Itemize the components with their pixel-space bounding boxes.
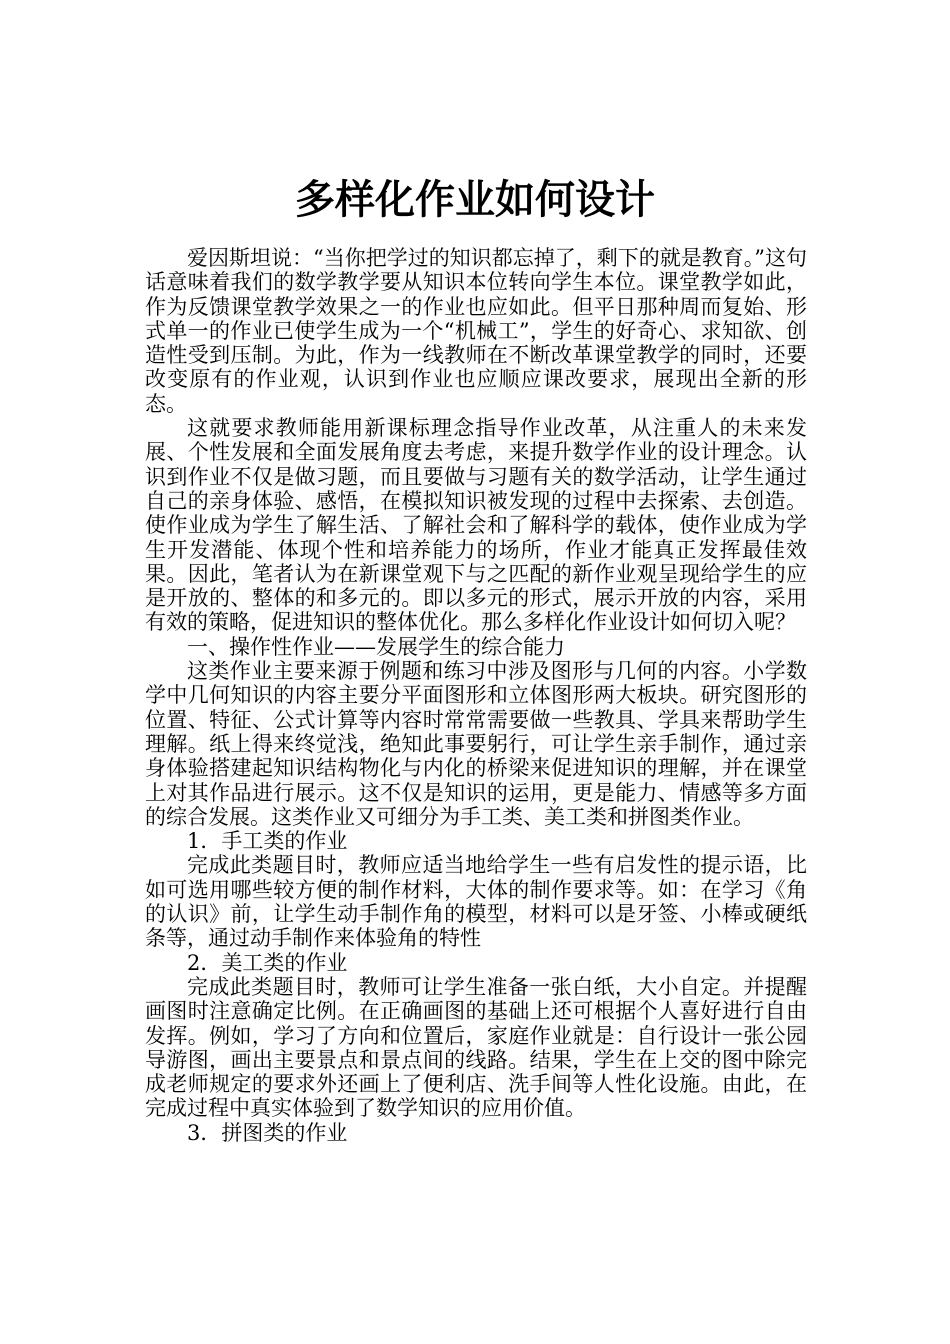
paragraph-operational: 这类作业主要来源于例题和练习中涉及图形与几何的内容。小学数学中几何知识的内容主要分平面图形和立体图形两大板块。研究图形的位置、特征、公式计算等内容时常常需要做一些教具、学具来帮助学生理解。纸上得来终觉浅，绝知此事要躬行，可让学生亲手制作，通过亲身体验搭建起知识结构物化与内化的桥梁来促进知识的理解，并在课堂上对其作品进行展示。这不仅是知识的运用，更是能力、情感等多方面的综合发展。这类作业又可细分为手工类、美工类和拼图类作业。: [145, 659, 807, 829]
document-body: [145, 246, 807, 1145]
section-heading-operational: 一、操作性作业——发展学生的综合能力: [187, 634, 565, 659]
paragraph-art: 完成此类题目时，教师可让学生准备一张白纸，大小自定。并提醒画图时注意确定比例。在正确画图的基础上还可根据个人喜好进行自由发挥。例如，学习了方向和位置后，家庭作业就是：自行设计一张公园导游图，画出主要景点和景点间的线路。结果，学生在上交的图中除完成老师规定的要求外还画上了便利店、洗手间等人性化设施。由此，在完成过程中真实体验到了数学知识的应用价值。: [145, 974, 807, 1121]
paragraph-handcraft: 完成此类题目时，教师应适当地给学生一些有启发性的提示语，比如可选用哪些较方便的制作材料，大体的制作要求等。如：在学习《角的认识》前，让学生动手制作角的模型，材料可以是牙签、小棒或硬纸条等，通过动手制作来体验角的特性: [145, 853, 807, 951]
paragraph-requirement: 这就要求教师能用新课标理念指导作业改革，从注重人的未来发展、个性发展和全面发展角度去考虑，来提升数学作业的设计理念。认识到作业不仅是做习题，而且要做与习题有关的数学活动，让学生通过自己的亲身体验、感悟，在模拟知识被发现的过程中去探索、去创造。使作业成为学生了解生活、了解社会和了解科学的载体，使作业成为学生开发潜能、体现个性和培养能力的场所，作业才能真正发挥最佳效果。因此，笔者认为在新课堂观下与之匹配的新作业观呈现给学生的应是开放的、整体的和多元的。即以多元的形式，展示开放的内容，采用有效的策略，促进知识的整体优化。那么多样化作业设计如何切入呢？: [145, 416, 807, 635]
paragraph-intro: 爱因斯坦说：“当你把学过的知识都忘掉了，剩下的就是教育。”这句话意味着我们的数学教学要从知识本位转向学生本位。课堂教学如此，作为反馈课堂教学效果之一的作业也应如此。但平日那种周而复始、形式单一的作业已使学生成为一个“机械工”，学生的好奇心、求知欲、创造性受到压制。为此，作为一线教师在不断改革课堂教学的同时，还要改变原有的作业观，认识到作业也应顺应课改要求，展现出全新的形态。: [145, 246, 807, 416]
subheading-puzzle: 3．拼图类的作业: [187, 1120, 348, 1145]
subheading-handcraft: 1．手工类的作业: [187, 829, 348, 854]
subheading-art: 2．美工类的作业: [187, 950, 348, 975]
document-title: 多样化作业如何设计: [295, 176, 655, 223]
